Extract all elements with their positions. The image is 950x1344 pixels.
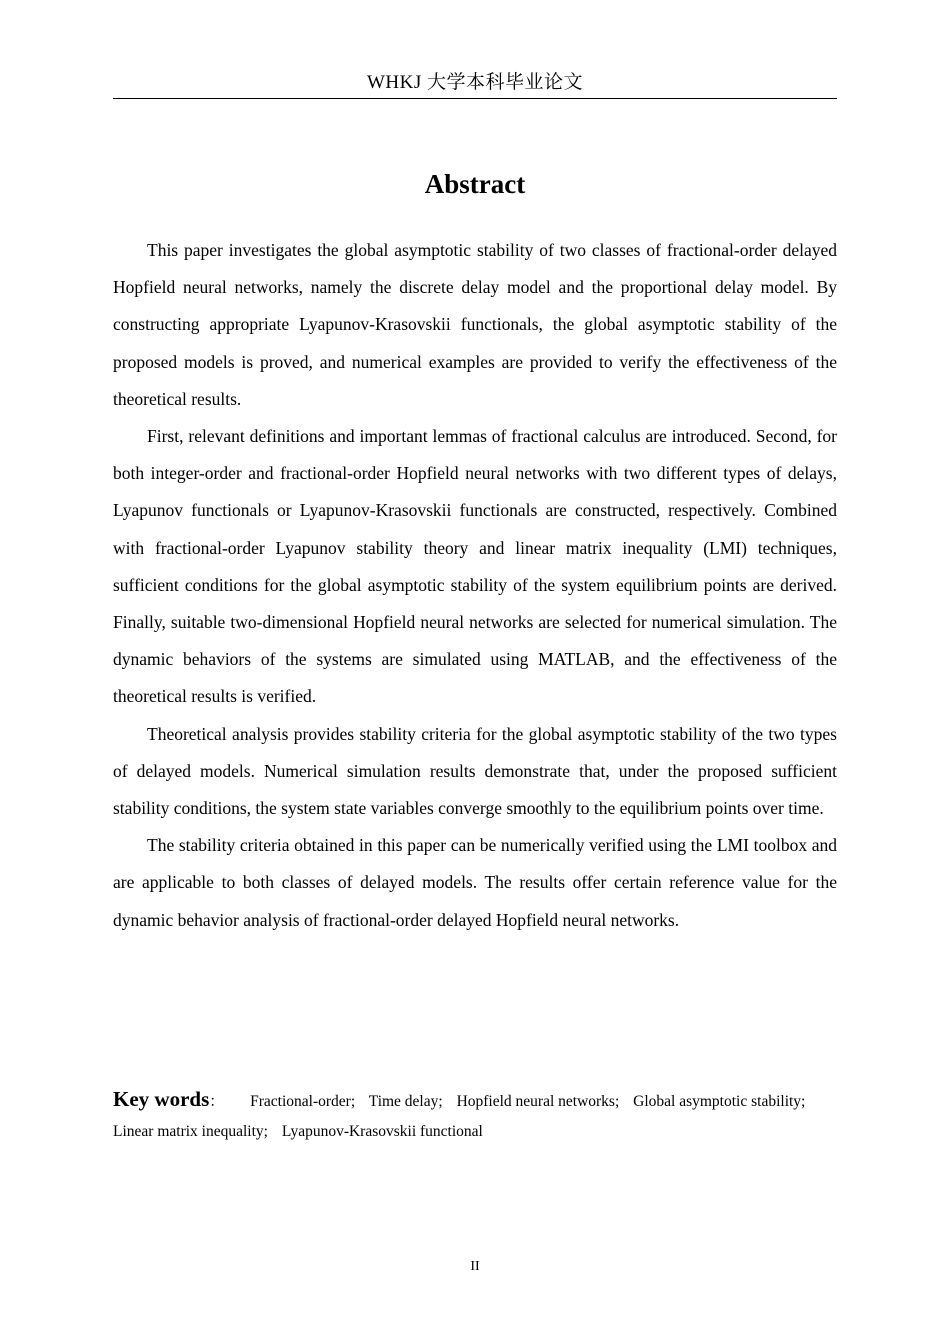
- keyword-item: Fractional-order;: [250, 1093, 356, 1110]
- abstract-paragraph-1: This paper investigates the global asymptotic stability of two classes of fractional-order delayed Hopfield neural networks, namely the discrete delay model and the proportional delay model. By constructing appropriate Lyapunov-Krasovskii functionals, the global asymptotic stability of the proposed models is proved, and numerical examples are provided to verify the effectiveness of the theoretical results.: [113, 240, 837, 409]
- abstract-paragraph-2: First, relevant definitions and important lemmas of fractional calculus are introduced. Second, for both integer-order and fractional-order Hopfield neural networks with two different types of delays, Lyapunov functionals or Lyapunov-Krasovskii functionals are constructed, respectively. Combined with fractional-order Lyapunov stability theory and linear matrix inequality (LMI) techniques, sufficient conditions for the global asymptotic stability of the system equilibrium points are derived. Finally, suitable two-dimensional Hopfield neural networks are selected for numerical simulation. The dynamic behaviors of the systems are simulated using MATLAB, and the effectiveness of the theoretical results is verified.: [113, 426, 837, 707]
- abstract-paragraph-3: Theoretical analysis provides stability criteria for the global asymptotic stability of the two types of delayed models. Numerical simulation results demonstrate that, under the proposed sufficient stability conditions, the system state variables converge smoothly to the equilibrium points over time.: [113, 723, 837, 819]
- keyword-item: Lyapunov-Krasovskii functional: [281, 1123, 483, 1140]
- running-header: WHKJ 大学本科毕业论文: [366, 72, 584, 93]
- keyword-item: Hopfield neural networks;: [456, 1093, 620, 1110]
- keywords-separator: ：: [209, 1094, 225, 1110]
- abstract-body: [113, 232, 837, 939]
- keywords-section: [113, 1084, 837, 1147]
- page-number: II: [470, 1259, 480, 1274]
- keywords-label: Key words: [113, 1087, 210, 1111]
- abstract-paragraph-4: The stability criteria obtained in this paper can be numerically verified using the LMI toolbox and are applicable to both classes of delayed models. The results offer certain reference value for the dynamic behavior analysis of fractional-order delayed Hopfield neural networks.: [113, 835, 837, 930]
- keyword-item: Global asymptotic stability;: [633, 1093, 806, 1110]
- abstract-title: Abstract: [424, 169, 526, 199]
- header-divider: [113, 98, 837, 99]
- keyword-item: Time delay;: [368, 1093, 443, 1110]
- keyword-item: Linear matrix inequality;: [113, 1123, 268, 1140]
